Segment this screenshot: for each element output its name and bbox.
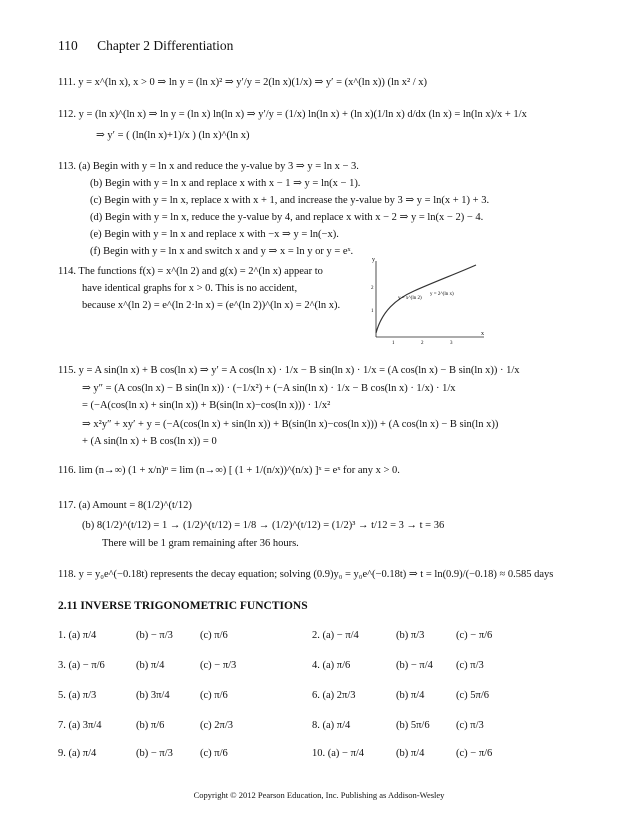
graph-x-tick-1: 1 bbox=[392, 341, 395, 345]
graph-curve-label-2: y = 2^(ln x) bbox=[430, 292, 454, 297]
problem-117-a: 117. (a) Amount = 8(1/2)^(t/12) bbox=[58, 500, 192, 511]
answer-cell: (c) − π/6 bbox=[456, 748, 493, 759]
copyright-footer: Copyright © 2012 Pearson Education, Inc. Publishing as Addison-Wesley bbox=[193, 790, 445, 800]
answer-cell: 8. (a) π/4 bbox=[312, 720, 351, 731]
problem-114-line2: have identical graphs for x > 0. This is no accident, bbox=[82, 283, 298, 294]
answer-cell: (b) − π/4 bbox=[396, 660, 433, 671]
problem-113-f: (f) Begin with y = ln x and switch x and y ⇒ x = ln y or y = eˣ. bbox=[90, 246, 354, 257]
answer-cell: (b) π/4 bbox=[396, 690, 425, 701]
problem-115-line4: ⇒ x²y″ + xy′ + y = (−A(cos(ln x) + sin(ln x)) + B(sin(ln x)−cos(ln x))) + (A cos(ln x) − B sin(ln x)) bbox=[82, 419, 499, 430]
answer-cell: (c) − π/3 bbox=[200, 660, 237, 671]
answer-cell: (c) π/6 bbox=[200, 748, 228, 759]
chapter-title: Chapter 2 Differentiation bbox=[97, 38, 234, 53]
problem-113-b: (b) Begin with y = ln x and replace x with x − 1 ⇒ y = ln(x − 1). bbox=[90, 178, 361, 189]
graph-y-tick-2: 2 bbox=[371, 286, 374, 291]
answer-cell: (b) − π/3 bbox=[136, 748, 173, 759]
graph-x-label: x bbox=[481, 331, 484, 337]
answer-cell: 1. (a) π/4 bbox=[58, 630, 97, 641]
graph-curve bbox=[376, 265, 476, 333]
problem-113-e: (e) Begin with y = ln x and replace x with −x ⇒ y = ln(−x). bbox=[90, 229, 339, 240]
problem-114-line3: because x^(ln 2) = e^(ln 2·ln x) = (e^(ln 2))^(ln x) = 2^(ln x). bbox=[82, 300, 341, 311]
graph-x-tick-2: 2 bbox=[421, 341, 424, 345]
answer-cell: 6. (a) 2π/3 bbox=[312, 690, 356, 701]
answer-cell: (b) π/3 bbox=[396, 630, 425, 641]
answer-cell: (c) π/6 bbox=[200, 690, 228, 701]
answer-cell: (b) π/4 bbox=[396, 748, 425, 759]
page-number: 110 bbox=[58, 38, 78, 53]
answer-cell: (c) π/3 bbox=[456, 660, 484, 671]
problem-116: 116. lim (n→∞) (1 + x/n)ⁿ = lim (n→∞) [ (1 + 1/(n/x))^(n/x) ]ˣ = eˣ for any x > 0. bbox=[58, 465, 400, 476]
answer-cell: (b) − π/3 bbox=[136, 630, 173, 641]
problem-113-a: 113. (a) Begin with y = ln x and reduce the y-value by 3 ⇒ y = ln x − 3. bbox=[58, 161, 359, 172]
problem-117-conclusion: There will be 1 gram remaining after 36 hours. bbox=[102, 538, 299, 549]
problem-115-line3: = (−A(cos(ln x) + sin(ln x)) + B(sin(ln x)−cos(ln x))) · 1/x² bbox=[82, 400, 331, 411]
answer-cell: (c) π/3 bbox=[456, 720, 484, 731]
answer-cell: 10. (a) − π/4 bbox=[312, 748, 365, 759]
answer-cell: 3. (a) − π/6 bbox=[58, 660, 105, 671]
section-heading: 2.11 INVERSE TRIGONOMETRIC FUNCTIONS bbox=[58, 600, 308, 612]
answer-cell: (c) 2π/3 bbox=[200, 720, 233, 731]
problem-111: 111. y = x^(ln x), x > 0 ⇒ ln y = (ln x)² ⇒ y′/y = 2(ln x)(1/x) ⇒ y′ = (x^(ln x)) (ln x² / x) bbox=[58, 77, 428, 88]
problem-112-line1: 112. y = (ln x)^(ln x) ⇒ ln y = (ln x) ln(ln x) ⇒ y′/y = (1/x) ln(ln x) + (ln x)(1/ln x) d/dx (ln x) = ln(ln x)/x + 1/x bbox=[58, 109, 527, 120]
answer-cell: 4. (a) π/6 bbox=[312, 660, 351, 671]
answer-cell: (b) 5π/6 bbox=[396, 720, 430, 731]
answer-cell: 2. (a) − π/4 bbox=[312, 630, 359, 641]
answer-cell: (c) 5π/6 bbox=[456, 690, 489, 701]
problem-113-d: (d) Begin with y = ln x, reduce the y-value by 4, and replace x with x − 2 ⇒ y = ln(x − 2) − 4. bbox=[90, 212, 484, 223]
page-header bbox=[58, 38, 233, 54]
graph-x-tick-3: 3 bbox=[450, 341, 453, 345]
problem-117-b: (b) 8(1/2)^(t/12) = 1 → (1/2)^(t/12) = 1/8 → (1/2)^(t/12) = (1/2)³ → t/12 = 3 → t = 36 bbox=[82, 520, 445, 531]
answer-cell: 7. (a) 3π/4 bbox=[58, 720, 102, 731]
problem-115-line5: + (A sin(ln x) + B cos(ln x)) = 0 bbox=[82, 436, 217, 447]
answer-cell: (c) π/6 bbox=[200, 630, 228, 641]
answer-cell: (c) − π/6 bbox=[456, 630, 493, 641]
problem-115-line1: 115. y = A sin(ln x) + B cos(ln x) ⇒ y′ = A cos(ln x) · 1/x − B sin(ln x) · 1/x = (A cos(ln x) − B sin(ln x)) · 1/x bbox=[58, 365, 520, 376]
problem-113-c: (c) Begin with y = ln x, replace x with x + 1, and increase the y-value by 3 ⇒ y = ln(x + 1) + 3. bbox=[90, 195, 490, 206]
answer-cell: 9. (a) π/4 bbox=[58, 748, 97, 759]
answer-cell: (b) π/4 bbox=[136, 660, 165, 671]
answer-cell: (b) π/6 bbox=[136, 720, 165, 731]
graph-y-label: y bbox=[372, 257, 375, 263]
problem-114-line1: 114. The functions f(x) = x^(ln 2) and g(x) = 2^(ln x) appear to bbox=[58, 266, 323, 277]
problem-112-line2: ⇒ y′ = ( (ln(ln x)+1)/x ) (ln x)^(ln x) bbox=[96, 130, 250, 141]
graph-curve-label-1: y = x^(ln 2) bbox=[398, 296, 422, 301]
answer-cell: (b) 3π/4 bbox=[136, 690, 170, 701]
answer-cell: 5. (a) π/3 bbox=[58, 690, 97, 701]
graph-y-tick-1: 1 bbox=[371, 309, 374, 314]
problem-115-line2: ⇒ y″ = (A cos(ln x) − B sin(ln x)) · (−1/x²) + (−A sin(ln x) · 1/x − B cos(ln x) · 1/x) · 1/x bbox=[82, 383, 456, 394]
function-graph bbox=[368, 255, 488, 345]
problem-118: 118. y = y₀e^(−0.18t) represents the decay equation; solving (0.9)y₀ = y₀e^(−0.18t) ⇒ t = ln(0.9)/(−0.18) ≈ 0.585 days bbox=[58, 569, 554, 580]
